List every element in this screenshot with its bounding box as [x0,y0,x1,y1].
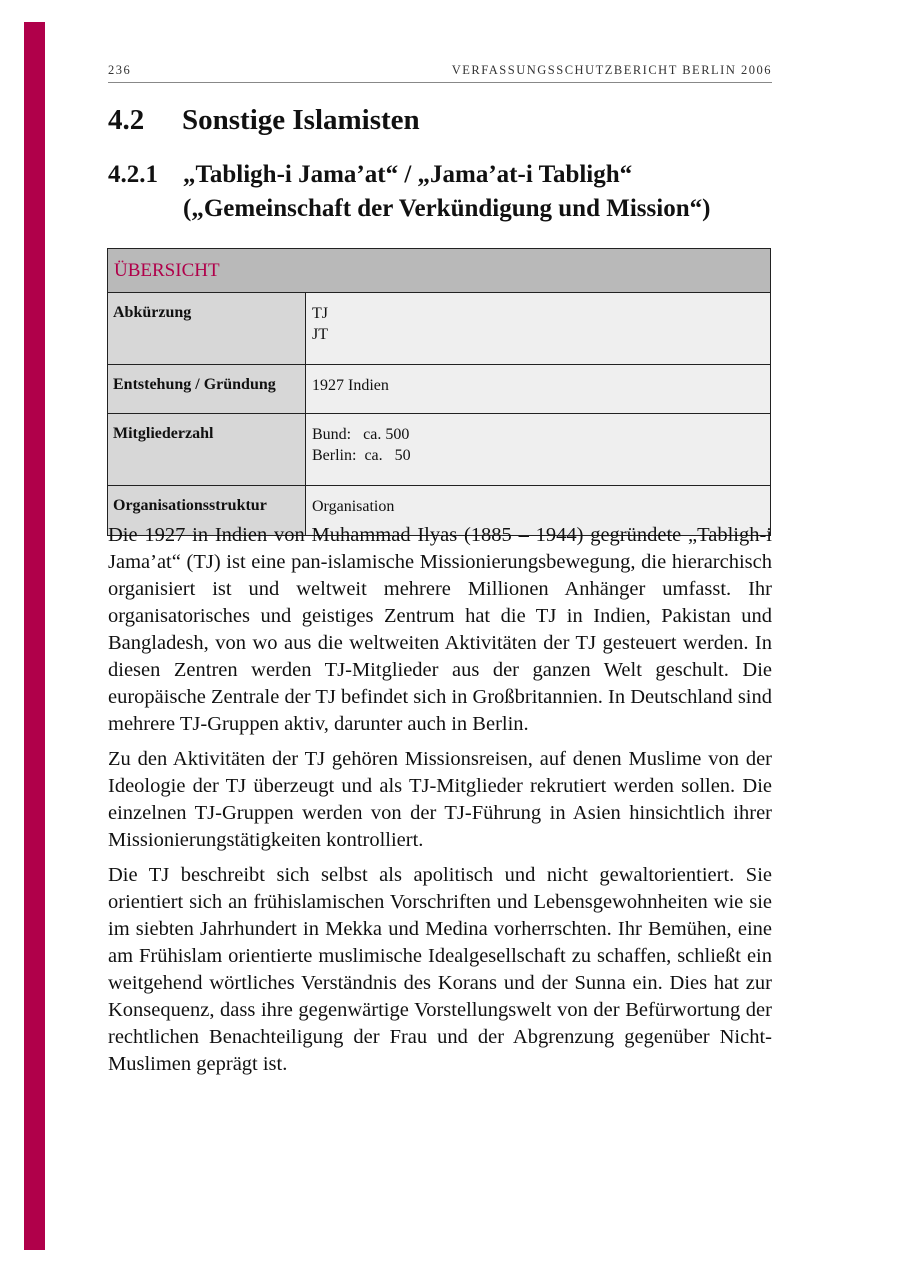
table-row [108,414,771,486]
section-number: 4.2 [108,104,145,136]
value-line: JT [312,326,328,343]
paragraph: Zu den Aktivitäten der TJ gehören Missionsreisen, auf denen Muslime von der Ideologie der TJ überzeugt und als TJ-Mitglieder rekrutiert werden sollen. Die einzelnen TJ-Gruppen werden von der TJ-Führung in Asien hinsichtlich ihrer Missionierungstätigkeiten kontrolliert. [108,748,772,851]
value-line: Organisation [312,498,395,515]
row-label-organisationsstruktur: Organisationsstruktur [113,497,267,514]
value-line: Bund: ca. 500 [312,426,410,443]
table-row [108,293,771,365]
table-row [108,365,771,414]
section-heading [108,100,420,140]
row-value-abkuerzung [306,293,771,365]
subsection-title-line-1: „Tabligh-i Jama’at“ / „Jama’at-i Tabligh“ [183,161,633,188]
row-label-abkuerzung: Abkürzung [113,304,192,321]
value-line: TJ [312,305,328,322]
section-title: Sonstige Islamisten [182,104,420,136]
page-header [108,63,772,83]
row-label-mitgliederzahl: Mitgliederzahl [113,425,214,442]
row-value-entstehung [306,365,771,414]
running-title: VERFASSUNGSSCHUTZBERICHT BERLIN 2006 [451,63,772,77]
row-value-mitgliederzahl [306,414,771,486]
body-text [108,522,772,1086]
value-line: Berlin: ca. 50 [312,447,411,464]
side-margin-bar [24,22,45,1250]
overview-table [107,248,771,536]
paragraph: Die TJ beschreibt sich selbst als apolitisch und nicht gewaltorientiert. Sie orientiert sich an frühislamischen Vorschriften und Lebensgewohnheiten wie sie im siebten Jahrhundert in Mekka und Medina vorherrschten. Ihr Bemühen, eine am Frühislam orientierte muslimische Idealgesellschaft zu schaffen, schließt ein weitgehend wörtliches Verständnis des Korans und der Sunna ein. Dies hat zur Konsequenz, dass ihre gegenwärtige Vorstellungswelt von der Befürwortung der rechtlichen Benachteiligung der Frau und der Abgrenzung gegenüber Nicht-Muslimen geprägt ist. [108,864,772,1075]
subsection-title-line-2: („Gemeinschaft der Verkündigung und Mission“) [183,195,711,222]
value-line: 1927 Indien [312,377,389,394]
subsection-number: 4.2.1 [108,161,158,188]
page-number: 236 [108,63,132,77]
paragraph: Die 1927 in Indien von Muhammad Ilyas (1885 – 1944) gegründete „Tabligh-i Jama’at“ (TJ) ist eine pan-islamische Missionierungsbewegung, die hierarchisch organisiert ist und weltweit mehrere Millionen Anhänger umfasst. Ihr organisatorisches und geistiges Zentrum hat die TJ in Indien, Pakistan und Bangladesh, von wo aus die weltweiten Aktivitäten der TJ gesteuert werden. In diesen Zentren werden TJ-Mitglieder aus der ganzen Welt geschult. Die europäische Zentrale der TJ befindet sich in Großbritannien. In Deutschland sind mehrere TJ-Gruppen aktiv, darunter auch in Berlin. [108,524,772,735]
overview-heading: ÜBERSICHT [108,249,771,293]
row-label-entstehung: Entstehung / Gründung [113,376,276,393]
